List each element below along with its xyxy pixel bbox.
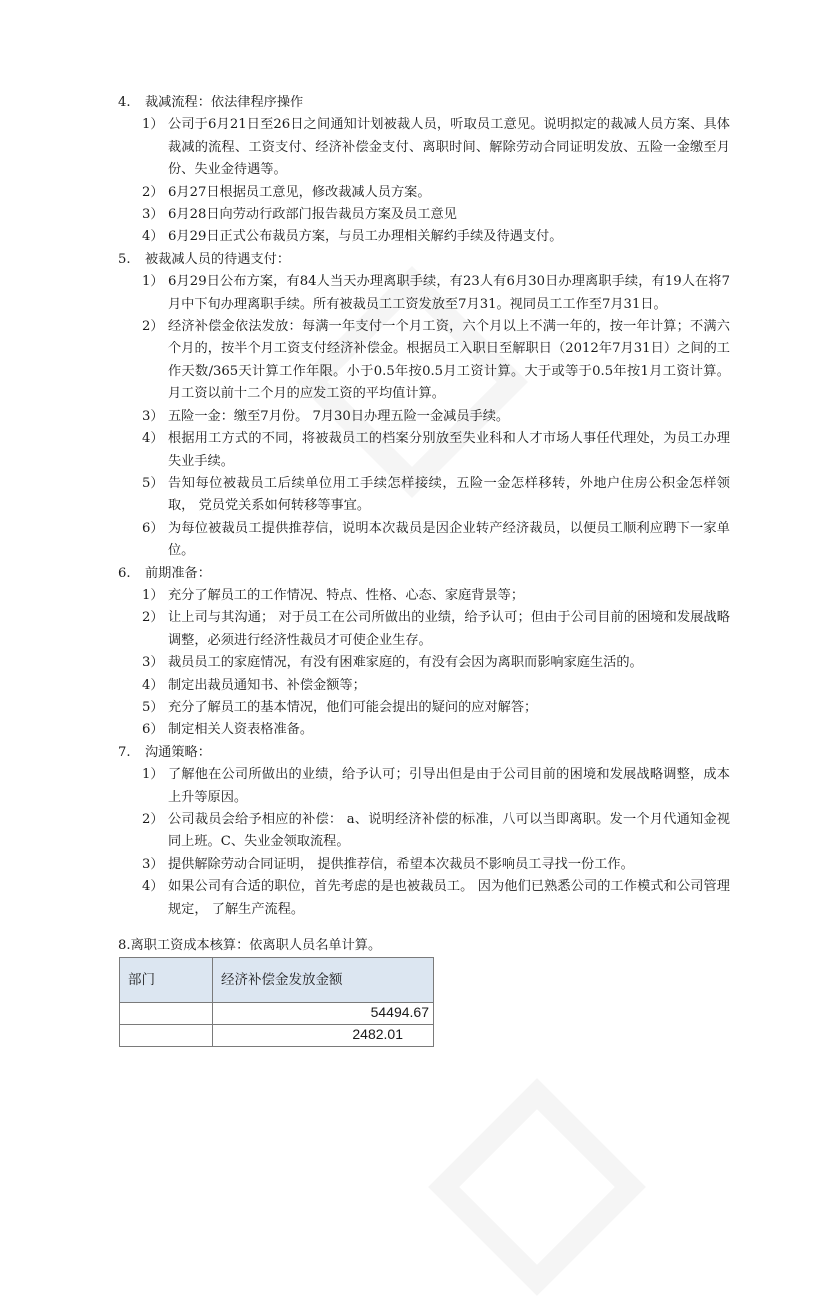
list-item [142, 585, 730, 607]
watermark-logo [428, 1078, 646, 1296]
list-item [142, 764, 730, 809]
section-title: 被裁减人员的待遇支付： [145, 251, 291, 267]
item-number: 1） [142, 587, 164, 603]
item-number: 6） [142, 722, 164, 738]
list-item [142, 607, 730, 652]
list-item [142, 204, 730, 226]
item-text: 6月29日正式公布裁员方案，与员工办理相关解约手续及待遇支付。 [168, 229, 563, 245]
item-number: 1） [142, 274, 164, 290]
section-number: 5. [118, 251, 131, 267]
item-text: 如果公司有合适的职位，首先考虑的是也被裁员工。 因为他们已熟悉公司的工作模式和公司管理规定， 了解生产流程。 [168, 879, 730, 917]
section-number: 7. [118, 744, 131, 760]
item-text: 充分了解员工的工作情况、特点、性格、心态、家庭背景等； [168, 587, 525, 603]
list-item [142, 182, 730, 204]
section-4 [118, 92, 730, 249]
section-number: 4. [118, 95, 131, 110]
list-item [142, 114, 730, 181]
table-section-title: 8.离职工资成本核算：依离职人员名单计算。 [118, 938, 382, 954]
table-row [120, 1025, 434, 1047]
section-title: 前期准备： [145, 565, 211, 581]
item-number: 5） [142, 475, 164, 491]
item-text: 根据用工方式的不同，将被裁员工的档案分别放至失业科和人才市场人事任代理处，为员工办理失业手续。 [168, 431, 730, 469]
item-number: 4） [142, 879, 164, 895]
item-text: 五险一金：缴至7月份。 7月30日办理五险一金减员手续。 [168, 408, 510, 424]
department-cell [120, 1003, 213, 1025]
list-item [142, 719, 730, 741]
list-item [142, 316, 730, 406]
section-heading [118, 249, 730, 271]
item-text: 公司裁员会给予相应的补偿： a、说明经济补偿的标准，八可以当即离职。发一个月代通知金视同上班。C、失业金领取流程。 [168, 812, 730, 850]
section-heading [118, 92, 730, 114]
header-department: 部门 [120, 958, 213, 1003]
section-5 [118, 249, 730, 563]
item-text: 6月28日向劳动行政部门报告裁员方案及员工意见 [168, 207, 457, 223]
header-compensation-amount: 经济补偿金发放金额 [213, 958, 434, 1003]
item-number: 5） [142, 699, 164, 715]
item-text: 公司于6月21日至26日之间通知计划被裁人员，听取员工意见。说明拟定的裁减人员方案、具体裁减的流程、工资支付、经济补偿金支付、离职时间、解除劳动合同证明发放、五险一金缴至月份、失业金待遇等。 [168, 117, 730, 178]
section-heading [118, 563, 730, 585]
item-number: 2） [142, 812, 164, 827]
list-item [142, 271, 730, 316]
item-number: 1） [142, 767, 164, 783]
item-number: 3） [142, 207, 164, 223]
item-number: 4） [142, 229, 164, 245]
item-number: 3） [142, 856, 164, 872]
list-item [142, 518, 730, 563]
amount-cell: 54494.67 [213, 1003, 434, 1025]
section-title: 裁减流程：依法律程序操作 [145, 95, 304, 110]
section-title: 沟通策略： [145, 744, 211, 760]
table-header-row [120, 958, 434, 1003]
item-text: 6月29日公布方案，有84人当天办理离职手续，有23人有6月30日办理离职手续，有19人在将7月中下旬办理离职手续。所有被裁员工工资发放至7月31。视同员工工作至7月31日。 [168, 274, 730, 312]
document-body [118, 92, 730, 1047]
section-7 [118, 742, 730, 921]
item-number: 3） [142, 408, 164, 424]
list-item [142, 809, 730, 854]
section-number: 6. [118, 565, 131, 581]
item-text: 告知每位被裁员工后续单位用工手续怎样接续，五险一金怎样移转，外地户住房公积金怎样领取， 党员党关系如何转移等事宜。 [168, 475, 730, 514]
item-number: 4） [142, 677, 164, 693]
severance-cost-table [119, 957, 434, 1047]
item-text: 经济补偿金依法发放：每满一年支付一个月工资，六个月以上不满一年的，按一年计算；不满六个月的，按半个月工资支付经济补偿金。根据员工入职日至解职日（2012年7月31日）之间的工作天数/365天计算工作年限。小于0.5年按0.5月工资计算。大于或等于0.5年按1月工资计算。月工资以前十二个月的应发工资的平均值计算。 [168, 319, 730, 402]
list-item [142, 473, 730, 518]
list-item [142, 226, 730, 248]
list-item [142, 428, 730, 473]
list-item [142, 697, 730, 719]
list-item [142, 652, 730, 674]
item-text: 充分了解员工的基本情况，他们可能会提出的疑问的应对解答； [168, 699, 538, 715]
item-text: 为每位被裁员工提供推荐信，说明本次裁员是因企业转产经济裁员，以便员工顺利应聘下一家单位。 [168, 520, 730, 559]
list-item [142, 854, 730, 876]
section-heading [118, 742, 730, 764]
item-number: 2） [142, 610, 164, 626]
list-item [142, 675, 730, 697]
item-number: 2） [142, 184, 164, 200]
list-item [142, 406, 730, 428]
list-item [142, 876, 730, 921]
item-number: 3） [142, 655, 164, 671]
item-text: 制定出裁员通知书、补偿金额等； [168, 677, 366, 693]
section-6 [118, 563, 730, 742]
department-cell [120, 1025, 213, 1047]
item-text: 让上司与其沟通； 对于员工在公司所做出的业绩，给予认可；但由于公司目前的困境和发展战略调整，必须进行经济性裁员才可使企业生存。 [168, 610, 730, 648]
table-row [120, 1003, 434, 1025]
item-number: 4） [142, 431, 164, 447]
item-text: 6月27日根据员工意见，修改裁减人员方案。 [168, 184, 431, 200]
item-number: 1） [142, 117, 164, 133]
item-number: 2） [142, 319, 164, 335]
item-text: 提供解除劳动合同证明， 提供推荐信，希望本次裁员不影响员工寻找一份工作。 [168, 856, 634, 872]
item-text: 裁员员工的家庭情况，有没有困难家庭的，有没有会因为离职而影响家庭生活的。 [168, 655, 643, 671]
item-text: 制定相关人资表格准备。 [168, 722, 314, 738]
item-number: 6） [142, 520, 164, 536]
amount-cell: 2482.01 [213, 1025, 434, 1047]
item-text: 了解他在公司所做出的业绩，给予认可；引导出但是由于公司目前的困境和发展战略调整，成本上升等原因。 [168, 767, 730, 805]
